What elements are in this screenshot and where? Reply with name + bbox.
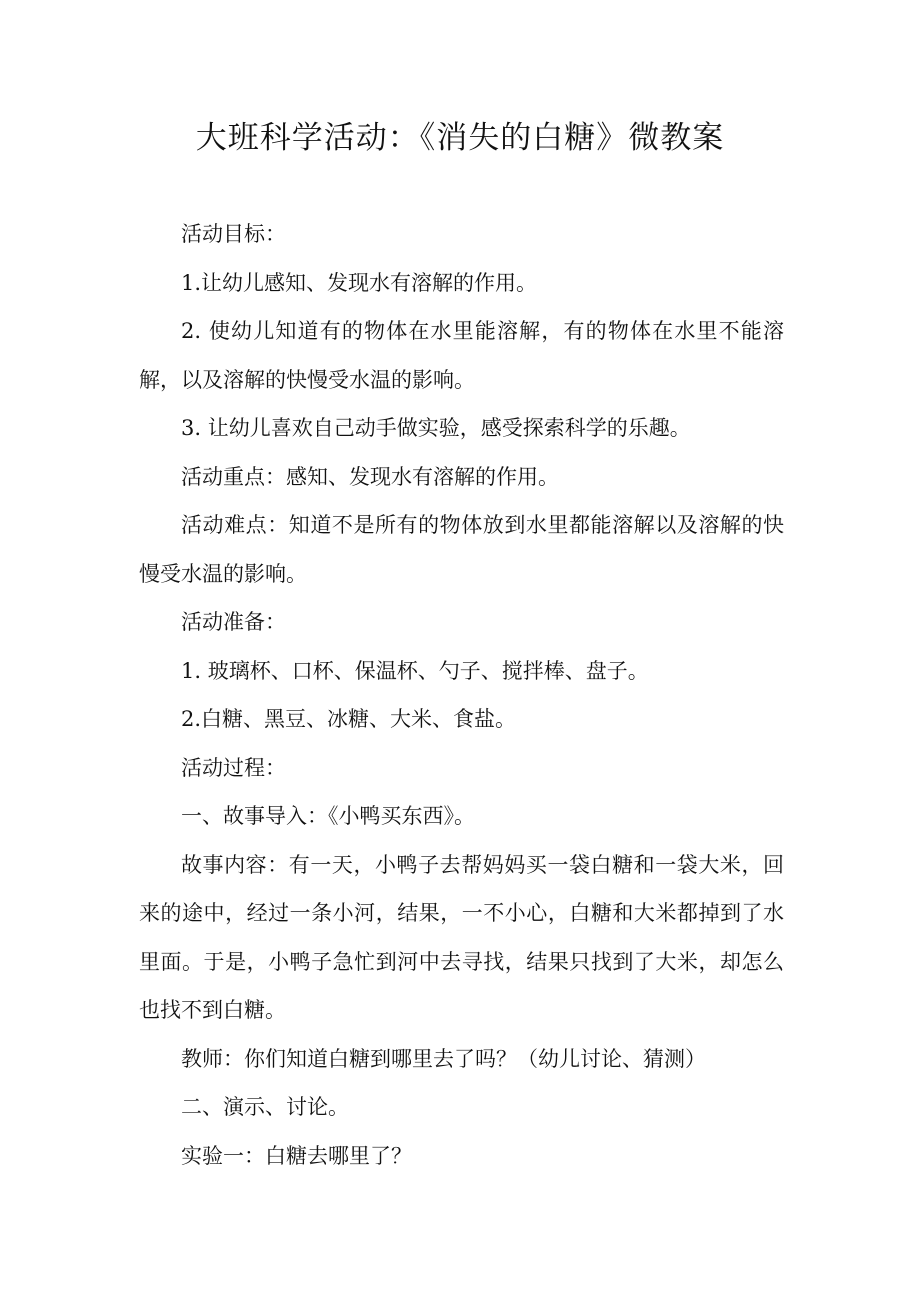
paragraph-story-content: 故事内容：有一天，小鸭子去帮妈妈买一袋白糖和一袋大米，回来的途中，经过一条小河，结果，一不小心，白糖和大米都掉到了水里面。于是，小鸭子急忙到河中去寻找，结果只找到了大米，却怎么也找不到白糖。	[139, 852, 784, 1022]
document-title: 大班科学活动：《消失的白糖》微教案	[195, 120, 725, 156]
paragraph-goals-heading: 活动目标：	[181, 222, 286, 246]
paragraph-preparation-heading: 活动准备：	[181, 610, 286, 634]
document-body	[139, 210, 784, 1180]
paragraph-preparation-2: 2.白糖、黑豆、冰糖、大米、食盐。	[181, 707, 517, 731]
paragraph-process-heading: 活动过程：	[181, 755, 286, 780]
paragraph-teacher-question: 教师：你们知道白糖到哪里去了吗？（幼儿讨论、猜测）	[181, 1046, 706, 1071]
paragraph-difficulty: 活动难点：知道不是所有的物体放到水里都能溶解以及溶解的快慢受水温的影响。	[139, 513, 784, 586]
paragraph-key-point: 活动重点：感知、发现水有溶解的作用。	[181, 464, 559, 489]
paragraph-goal-2: 2. 使幼儿知道有的物体在水里能溶解，有的物体在水里不能溶解，以及溶解的快慢受水温的影响。	[139, 319, 784, 392]
paragraph-goal-3: 3. 让幼儿喜欢自己动手做实验，感受探索科学的乐趣。	[181, 416, 691, 440]
paragraph-demonstration: 二、演示、讨论。	[181, 1095, 349, 1119]
paragraph-experiment-1: 实验一：白糖去哪里了？	[181, 1143, 412, 1168]
paragraph-goal-1: 1.让幼儿感知、发现水有溶解的作用。	[181, 270, 538, 295]
paragraph-story-intro: 一、故事导入：《小鸭买东西》。	[181, 804, 475, 828]
paragraph-preparation-1: 1. 玻璃杯、口杯、保温杯、勺子、搅拌棒、盘子。	[181, 658, 649, 683]
